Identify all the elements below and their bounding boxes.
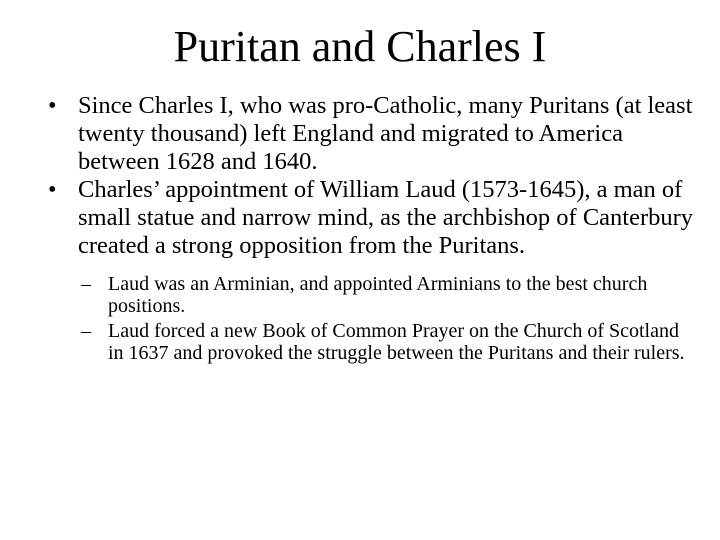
bullet-item-2 [48,176,698,260]
bullet-marker: • [48,176,57,203]
bullet-marker: • [48,92,57,119]
sub-bullet-text: Laud forced a new Book of Common Prayer on the Church of Scotland in 1637 and provoked the struggle between the Puritans and their rulers. [108,320,685,364]
sub-bullet-marker: – [81,273,91,295]
sub-bullet-marker: – [81,320,91,342]
bullet-item-1 [48,92,698,176]
bullet-text: Charles’ appointment of William Laud (1573-1645), a man of small statue and narrow mind, as the archbishop of Canterbury created a strong opposition from the Puritans. [78,176,694,259]
slide-body [48,92,698,368]
sub-bullet-text: Laud was an Arminian, and appointed Arminians to the best church positions. [108,273,648,317]
sub-bullet-list [48,274,698,364]
bullet-text: Since Charles I, who was pro-Catholic, many Puritans (at least twenty thousand) left England and migrated to America between 1628 and 1640. [78,92,693,175]
sub-bullet-item-2 [81,321,698,364]
sub-bullet-item-1 [81,274,698,317]
slide-title: Puritan and Charles I [173,22,547,71]
